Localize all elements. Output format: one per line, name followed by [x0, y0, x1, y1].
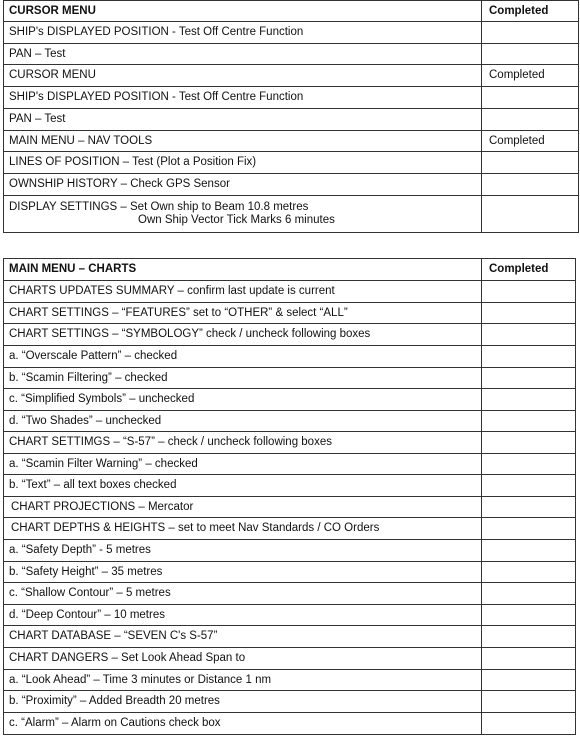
task-text: CHART PROJECTIONS – Mercator [11, 500, 194, 513]
task-cell [4, 411, 482, 432]
task-cell [4, 65, 482, 87]
task-text: SHIP's DISPLAYED POSITION - Test Off Centre Function [9, 26, 304, 38]
completed-cell[interactable] [482, 518, 576, 540]
task-text: SHIP's DISPLAYED POSITION - Test Off Centre Function [9, 91, 304, 103]
table-row [4, 713, 576, 735]
task-text: MAIN MENU – NAV TOOLS [9, 134, 153, 147]
task-cell [4, 562, 482, 583]
task-cell [4, 368, 482, 389]
completed-cell[interactable] [482, 454, 576, 475]
task-text: c. “Simplified Symbols” – unchecked [9, 393, 195, 405]
table-row [4, 368, 576, 389]
completed-cell[interactable] [482, 713, 576, 735]
section-title [4, 1, 482, 22]
task-cell [4, 324, 482, 346]
task-text: a. “Safety Depth” - 5 metres [9, 544, 151, 556]
table-row [4, 44, 579, 65]
task-text: CHART SETTINGS – “SYMBOLOGY” check / uncheck following boxes [9, 328, 371, 340]
task-cell [4, 109, 482, 131]
task-cell [4, 22, 482, 44]
task-cell [4, 174, 482, 196]
task-cell [4, 670, 482, 691]
completed-cell[interactable] [482, 346, 576, 368]
task-cell [4, 626, 482, 648]
table-header-row [4, 1, 579, 22]
task-text: CHART SETTINGS – “FEATURES” set to “OTHER” & select “ALL” [9, 306, 348, 319]
task-cell [4, 648, 482, 670]
completed-cell[interactable] [482, 626, 576, 648]
task-text: CHART DEPTHS & HEIGHTS – set to meet Nav Standards / CO Orders [11, 522, 380, 534]
table-row [4, 670, 576, 691]
table-header-row [4, 259, 576, 281]
task-cell [4, 131, 482, 152]
task-text: d. “Two Shades” – unchecked [9, 414, 162, 427]
table-row [4, 691, 576, 713]
completed-cell[interactable] [482, 497, 576, 518]
table-row [4, 605, 576, 626]
table-row [4, 389, 576, 411]
completed-cell[interactable] [482, 152, 579, 174]
completed-cell[interactable] [482, 389, 576, 411]
completed-cell[interactable] [482, 583, 576, 605]
task-text: CURSOR MENU [9, 4, 96, 17]
task-cell [4, 346, 482, 368]
task-text: CURSOR MENU [9, 69, 96, 81]
task-text: CHARTS UPDATES SUMMARY – confirm last update is current [9, 285, 335, 297]
task-cell [4, 152, 482, 174]
table-row [4, 648, 576, 670]
completed-cell[interactable] [482, 109, 579, 131]
completed-column-header: Completed [482, 1, 579, 22]
completed-cell[interactable] [482, 691, 576, 713]
table-row [4, 562, 576, 583]
task-cell [4, 540, 482, 562]
task-text: CHART DATABASE – “SEVEN C's S-57” [9, 630, 218, 642]
task-text: CHART DANGERS – Set Look Ahead Span to [9, 652, 246, 664]
task-text: a. “Overscale Pattern” – checked [9, 350, 178, 362]
task-text: b. “Scamin Filtering” – checked [9, 371, 168, 384]
task-cell [4, 691, 482, 713]
table-row [4, 324, 576, 346]
completed-cell[interactable] [482, 562, 576, 583]
table-row [4, 109, 579, 131]
completed-column-header: Completed [482, 259, 576, 281]
completed-cell[interactable] [482, 281, 576, 303]
task-text: OWNSHIP HISTORY – Check GPS Sensor [9, 178, 230, 190]
task-text: DISPLAY SETTINGS – Set Own ship to Beam 10.8 metres [9, 201, 309, 213]
table-row [4, 152, 579, 174]
task-cell [4, 303, 482, 324]
table-row [4, 518, 576, 540]
completed-cell[interactable]: Completed [482, 131, 579, 152]
task-text: LINES OF POSITION – Test (Plot a Position Fix) [9, 156, 257, 168]
completed-cell[interactable] [482, 605, 576, 626]
table-row [4, 87, 579, 109]
completed-cell[interactable] [482, 303, 576, 324]
task-text: MAIN MENU – CHARTS [9, 263, 137, 275]
task-cell [4, 87, 482, 109]
task-text-line2: Own Ship Vector Tick Marks 6 minutes [138, 214, 335, 226]
table-row [4, 22, 579, 44]
completed-cell[interactable] [482, 475, 576, 497]
task-cell [4, 497, 482, 518]
task-text: b. “Proximity” – Added Breadth 20 metres [9, 695, 220, 707]
task-text: CHART SETTIMGS – “S-57” – check / uncheck following boxes [9, 436, 332, 448]
table-row [4, 174, 579, 196]
task-cell [4, 432, 482, 454]
table-row [4, 281, 576, 303]
table-row [4, 540, 576, 562]
table-row [4, 411, 576, 432]
table-row [4, 583, 576, 605]
table-row [4, 65, 579, 87]
completed-cell[interactable] [482, 22, 579, 44]
table-row [4, 497, 576, 518]
completed-cell[interactable] [482, 432, 576, 454]
completed-cell[interactable] [482, 540, 576, 562]
completed-cell[interactable] [482, 648, 576, 670]
table-row [4, 475, 576, 497]
task-text: a. “Look Ahead” – Time 3 minutes or Distance 1 nm [9, 673, 272, 686]
task-cell [4, 44, 482, 65]
charts-menu-checklist-table [3, 258, 576, 735]
completed-cell[interactable] [482, 44, 579, 65]
completed-cell[interactable] [482, 411, 576, 432]
completed-cell[interactable] [482, 670, 576, 691]
task-cell [4, 713, 482, 735]
table-row [4, 346, 576, 368]
task-cell [4, 605, 482, 626]
section-title [4, 259, 482, 281]
task-text: a. “Scamin Filter Warning” – checked [9, 457, 198, 470]
completed-cell[interactable] [482, 87, 579, 109]
task-text: d. “Deep Contour” – 10 metres [9, 608, 165, 621]
task-text: PAN – Test [9, 113, 66, 125]
task-cell [4, 583, 482, 605]
task-cell [4, 196, 482, 233]
completed-cell[interactable] [482, 196, 579, 233]
table-row [4, 432, 576, 454]
task-cell [4, 281, 482, 303]
table-row [4, 196, 579, 233]
task-cell [4, 518, 482, 540]
task-text: PAN – Test [9, 47, 66, 60]
table-row [4, 626, 576, 648]
task-cell [4, 475, 482, 497]
table-row [4, 131, 579, 152]
task-cell [4, 389, 482, 411]
task-text: b. “Text” – all text boxes checked [9, 479, 177, 491]
table-row [4, 454, 576, 475]
table-row [4, 303, 576, 324]
task-cell [4, 454, 482, 475]
cursor-menu-checklist-table [3, 0, 579, 233]
completed-cell[interactable] [482, 174, 579, 196]
completed-cell[interactable] [482, 324, 576, 346]
task-text: c. “Alarm” – Alarm on Cautions check box [9, 717, 221, 729]
task-text: b. “Safety Height” – 35 metres [9, 565, 163, 578]
completed-cell[interactable]: Completed [482, 65, 579, 87]
completed-cell[interactable] [482, 368, 576, 389]
task-text: c. “Shallow Contour” – 5 metres [9, 587, 171, 599]
